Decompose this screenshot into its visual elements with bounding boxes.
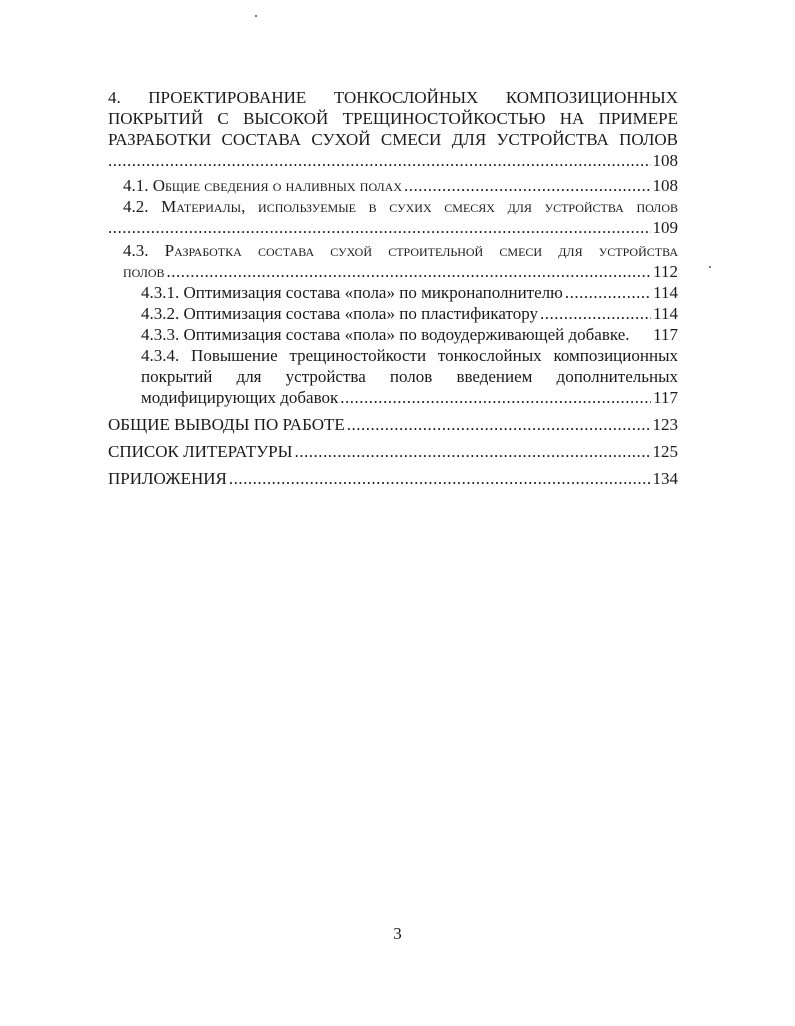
page-number: 3 [393, 924, 402, 943]
toc-chapter-4-line-3: РАЗРАБОТКИ СОСТАВА СУХОЙ СМЕСИ ДЛЯ УСТРОЙСТВА ПОЛОВ [108, 130, 678, 149]
toc-entry-4-3-line-2: полов [123, 262, 165, 281]
dot-leader [229, 468, 651, 489]
toc-chapter-4-line-1: 4. ПРОЕКТИРОВАНИЕ ТОНКОСЛОЙНЫХ КОМПОЗИЦИОННЫХ [108, 88, 678, 107]
toc-entry-4-3-2[interactable] [108, 303, 678, 324]
toc-appendices-page: 134 [652, 469, 678, 488]
toc-entry-4-3-4[interactable] [108, 345, 678, 408]
toc-entry-references[interactable] [108, 441, 678, 462]
toc-entry-4-2-title: 4.2. Материалы, используемые в сухих смесях для устройства полов [123, 197, 678, 216]
table-of-contents [108, 87, 678, 489]
toc-entry-4-3-3[interactable] [108, 324, 678, 345]
dot-leader [540, 303, 651, 324]
toc-entry-appendices[interactable] [108, 468, 678, 489]
toc-chapter-4-leader [108, 150, 678, 171]
toc-references-title: СПИСОК ЛИТЕРАТУРЫ [108, 442, 293, 461]
toc-chapter-4-page: 108 [652, 151, 678, 170]
dot-leader [565, 282, 651, 303]
toc-entry-4-2-page: 109 [652, 218, 678, 237]
toc-references-page: 125 [652, 442, 678, 461]
dot-leader [340, 387, 651, 408]
toc-entry-4-3-2-title: 4.3.2. Оптимизация состава «пола» по пластификатору [141, 304, 538, 323]
toc-entry-chapter-4[interactable] [108, 87, 678, 171]
toc-entry-conclusions[interactable] [108, 414, 678, 435]
toc-entry-4-3-4-leader [141, 387, 678, 408]
dot-leader [108, 217, 651, 238]
toc-entry-4-3-page: 112 [653, 262, 678, 281]
toc-entry-4-3-line-1: 4.3. Разработка состава сухой строительной смеси для устройства [123, 241, 678, 260]
toc-entry-4-1-title: 4.1. Общие сведения о наливных полах [123, 176, 403, 195]
toc-conclusions-page: 123 [652, 415, 678, 434]
dot-leader [347, 414, 651, 435]
toc-entry-4-3-2-page: 114 [653, 304, 678, 323]
toc-entry-4-3-1-page: 114 [653, 283, 678, 302]
dot-leader [404, 175, 650, 196]
toc-entry-4-3-4-page: 117 [653, 388, 678, 407]
toc-entry-4-3-3-page: 117 [653, 325, 678, 344]
toc-chapter-4-line-2: ПОКРЫТИЙ С ВЫСОКОЙ ТРЕЩИНОСТОЙКОСТЬЮ НА ПРИМЕРЕ [108, 109, 678, 128]
scan-speck [709, 266, 711, 268]
dot-leader [108, 150, 651, 171]
toc-entry-4-3-1-title: 4.3.1. Оптимизация состава «пола» по микронаполнителю [141, 283, 563, 302]
dot-leader [167, 261, 652, 282]
toc-appendices-title: ПРИЛОЖЕНИЯ [108, 469, 227, 488]
toc-entry-4-3-4-line-3: модифицирующих добавок [141, 388, 339, 407]
toc-entry-4-2-leader [108, 217, 678, 238]
toc-entry-4-3-leader [123, 261, 678, 282]
toc-entry-4-3-1[interactable] [108, 282, 678, 303]
toc-entry-4-3[interactable] [108, 240, 678, 282]
toc-entry-4-3-3-title: 4.3.3. Оптимизация состава «пола» по водоудерживающей добавке. [141, 325, 630, 344]
dot-leader [294, 441, 650, 462]
toc-entry-4-1-page: 108 [652, 176, 678, 195]
toc-entry-4-1[interactable] [108, 175, 678, 196]
toc-entry-4-3-4-line-1: 4.3.4. Повышение трещиностойкости тонкослойных композиционных [141, 346, 678, 365]
toc-conclusions-title: ОБЩИЕ ВЫВОДЫ ПО РАБОТЕ [108, 415, 345, 434]
toc-entry-4-2[interactable] [108, 196, 678, 238]
scan-speck [255, 15, 257, 17]
toc-entry-4-3-4-line-2: покрытий для устройства полов введением дополнительных [141, 367, 678, 386]
